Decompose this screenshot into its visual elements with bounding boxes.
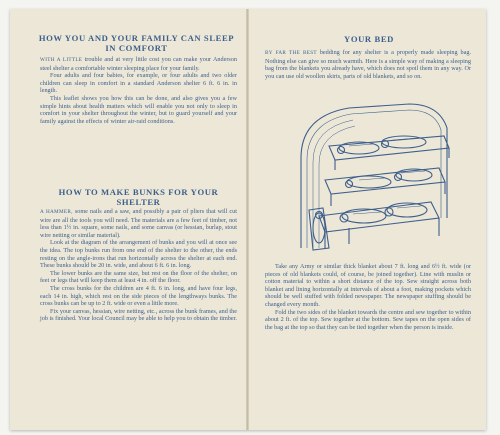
intro-para-b: Four adults and four babies, for example, or four adults and two older children can sleep in comfort in a standard Anderson shelter 6 ft. 6 in. in length. [40, 72, 237, 95]
intro-lead: WITH A LITTLE [40, 57, 83, 63]
leaflet [10, 9, 486, 430]
bed-intro-text [265, 49, 471, 80]
bunks-para-d: The cross bunks for the children are 4 ft. 6 in. long, and have four legs, each 14 in. high, which rest on the side pieces of the lengthways bunks. The cross bunks can be up to 2 ft. wide or even a little more. [40, 284, 237, 308]
intro-para-c: This leaflet shows you how this can be done, and also gives you a few simple hints about health matters which will enable you not only to sleep in comfort in your shelter throughout the winter, but to guard yourself and your family against the effects of winter air-raid conditions. [40, 94, 237, 125]
bed-para-3: Fold the two sides of the blanket towards the centre and sew together to within about 2 ft. of the top. Sew together at the bottom. Sew tapes on the open sides of the bag at the top so that they can be tied together when the person is inside. [265, 308, 471, 331]
bunks-para-e: Fix your canvas, hessian, wire netting, etc., across the bunk frames, and the job is finished. Your local Council may be able to help you to obtain the timber. [40, 307, 237, 323]
intro-text [40, 56, 237, 125]
shelter-bunks-illustration [289, 98, 459, 258]
bed-para-1: bedding for any shelter is a properly made sleeping bag. Nothing else can give so much warmth. Here is a simple way of making a sleeping bag from the blankets you already have, which does not spoil them in any way. Or you can use old woollen skirts, parts of old blankets, and so on. [265, 49, 471, 80]
bed-para-2: Take any Army or similar thick blanket about 7 ft. long and 6½ ft. wide (or pieces of old blankets could, of course, be joined together). Line with muslin or cotton material to within a short distance of the top. Sew straight across both blanket and lining horizontally at intervals of about a foot, making pockets which should be well stuffed with folded newspaper. The newspaper stuffing should be changed every month. [265, 263, 471, 308]
bunks-text [40, 208, 237, 323]
bunks-para-c: The lower bunks are the same size, but rest on the floor of the shelter, on feet or legs that will keep them at least 4 in. off the floor. [40, 269, 237, 285]
bunks-lead: A HAMMER, [40, 209, 73, 215]
heading-sleep-in-comfort: HOW YOU AND YOUR FAMILY CAN SLEEP IN COMFORT [38, 33, 235, 53]
bed-instructions-text [265, 263, 471, 331]
heading-your-bed: YOUR BED [344, 34, 394, 44]
bunks-para-a: some nails and a saw, and possibly a pair of pliers that will cut wire are all the tools you will need. The materials are a few feet of timber, not less than 1½ in. square, some nails, and some canvas (or hessian, burlap, stout wire netting or similar material). [40, 208, 237, 239]
intro-para-a: trouble and at very little cost you can make your Anderson steel shelter a comfortable winter sleeping place for your family. [40, 56, 238, 72]
bed-lead: BY FAR THE BEST [265, 50, 317, 56]
heading-make-bunks: HOW TO MAKE BUNKS FOR YOUR SHELTER [58, 187, 219, 207]
left-page [10, 9, 247, 430]
right-page [249, 9, 486, 430]
bunks-para-b: Look at the diagram of the arrangement of bunks and you will at once see the idea. The top bunks run from one end of the shelter to the other, the ends resting on the angle-irons that run horizontally across the shelter at each end. These bunks should be 20 in. wide, and about 6 ft. 6 in. long. [40, 239, 237, 270]
